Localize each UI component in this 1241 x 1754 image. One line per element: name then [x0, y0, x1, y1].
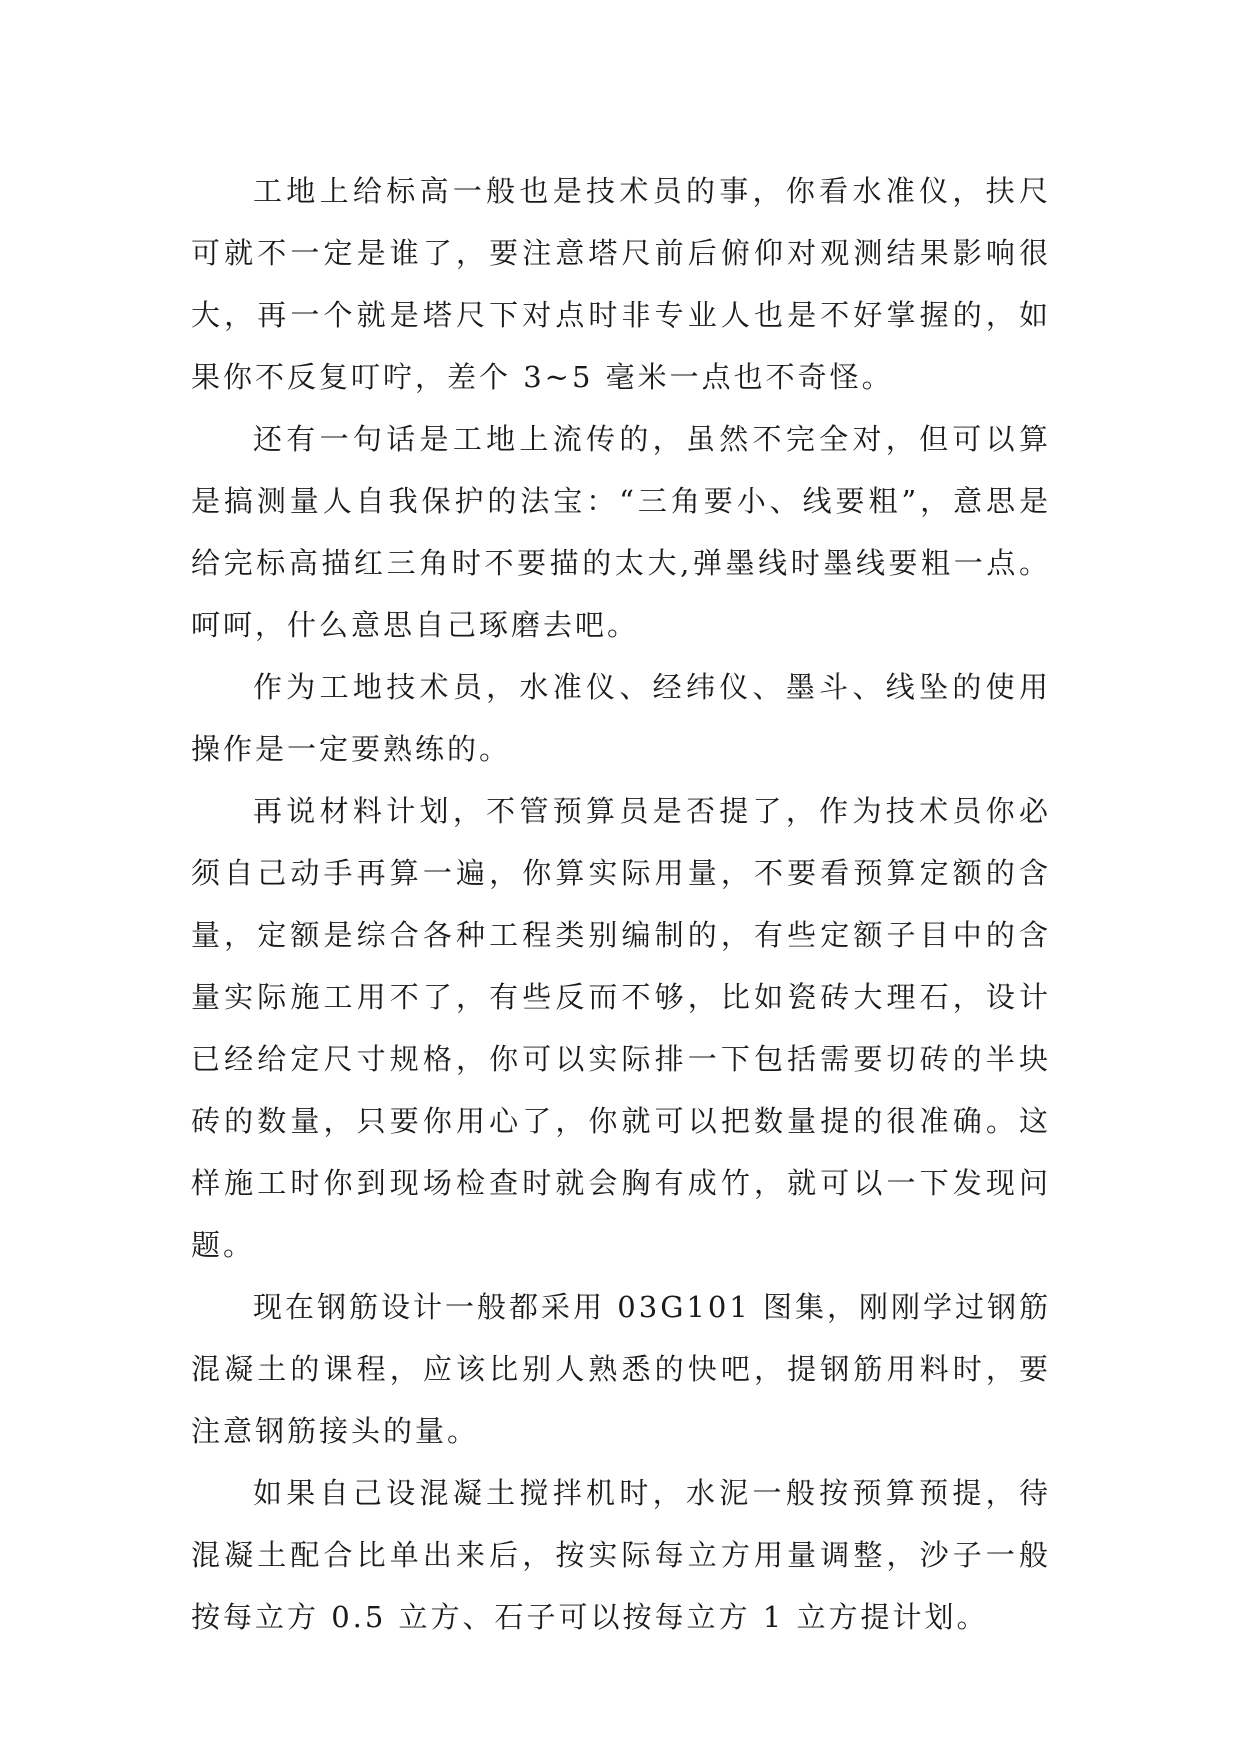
paragraph-instrument-skills: 作为工地技术员，水准仪、经纬仪、墨斗、线坠的使用操作是一定要熟练的。	[191, 670, 1051, 766]
document-body	[191, 160, 1051, 1648]
paragraph-leveling-staff: 工地上给标高一般也是技术员的事，你看水准仪，扶尺可就不一定是谁了，要注意塔尺前后俯仰对观测结果影响很大，再一个就是塔尺下对点时非专业人也是不好掌握的，如果你不反复叮咛，差个 3~5 毫米一点也不奇怪。	[191, 174, 1051, 394]
paragraph-surveying-saying: 还有一句话是工地上流传的，虽然不完全对，但可以算是搞测量人自我保护的法宝：“三角要小、线要粗”，意思是给完标高描红三角时不要描的太大,弹墨线时墨线要粗一点。呵呵，什么意思自己琢磨去吧。	[191, 422, 1051, 642]
paragraph-concrete-mixer: 如果自己设混凝土搅拌机时，水泥一般按预算预提，待混凝土配合比单出来后，按实际每立方用量调整，沙子一般按每立方 0.5 立方、石子可以按每立方 1 立方提计划。	[191, 1476, 1051, 1634]
paragraph-rebar-design: 现在钢筋设计一般都采用 03G101 图集，刚刚学过钢筋混凝土的课程，应该比别人熟悉的快吧，提钢筋用料时，要注意钢筋接头的量。	[191, 1290, 1051, 1448]
paragraph-material-plan: 再说材料计划，不管预算员是否提了，作为技术员你必须自己动手再算一遍，你算实际用量，不要看预算定额的含量，定额是综合各种工程类别编制的，有些定额子目中的含量实际施工用不了，有些反而不够，比如瓷砖大理石，设计已经给定尺寸规格，你可以实际排一下包括需要切砖的半块砖的数量，只要你用心了，你就可以把数量提的很准确。这样施工时你到现场检查时就会胸有成竹，就可以一下发现问题。	[191, 794, 1051, 1262]
